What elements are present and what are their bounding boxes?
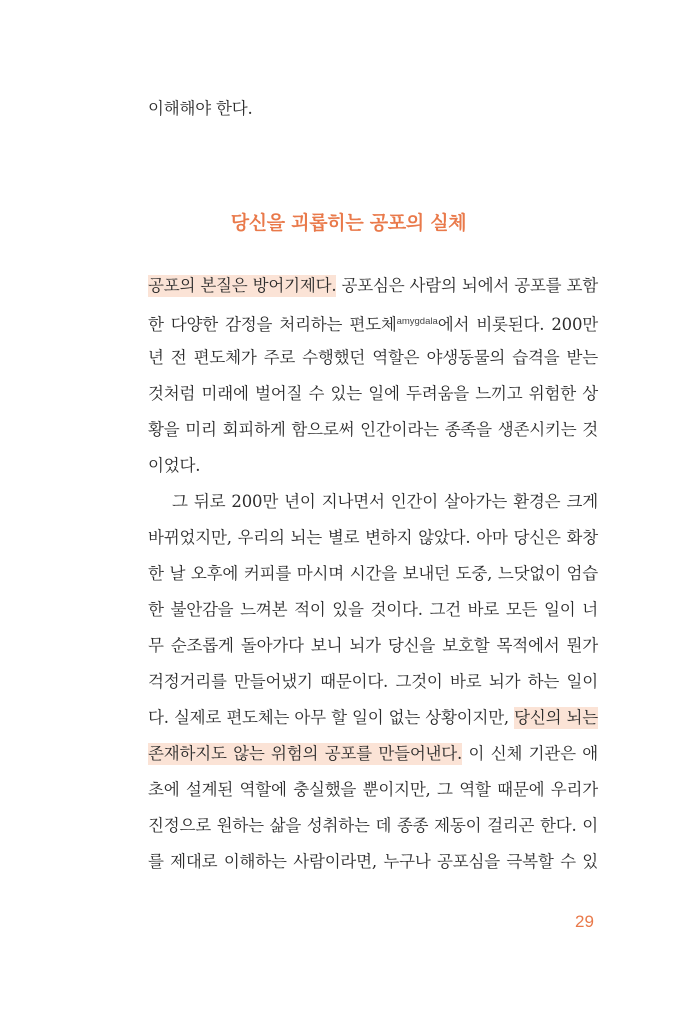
paragraph1-line3: 년 전 편도체가 주로 수행했던 역할은 야생동물의 습격을 받는 <box>148 348 598 367</box>
text-run: 공포심은 사람의 뇌에서 공포를 포함 <box>336 276 599 295</box>
paragraph2-line3: 한 날 오후에 커피를 마시며 시간을 보내던 도중, 느닷없이 엄습 <box>148 564 598 583</box>
highlight-phrase: 당신의 뇌는 <box>514 708 598 727</box>
paragraph2-line2: 바뀌었지만, 우리의 뇌는 별로 변하지 않았다. 아마 당신은 화창 <box>148 528 598 547</box>
paragraph2-line8 <box>148 743 598 765</box>
text-run: 에서 비롯된다. 200만 <box>437 315 599 334</box>
paragraph1-line4: 것처럼 미래에 벌어질 수 있는 일에 두려움을 느끼고 위험한 상 <box>148 384 598 403</box>
amygdala-term: amygdala <box>396 316 438 327</box>
intro-line: 이해해야 한다. <box>148 99 253 118</box>
section-heading: 당신을 괴롭히는 공포의 실체 <box>230 212 467 234</box>
highlight-phrase: 존재하지도 않는 위험의 공포를 만들어낸다. <box>148 744 463 763</box>
paragraph2-line9: 초에 설계된 역할에 충실했을 뿐이지만, 그 역할 때문에 우리가 <box>148 780 598 799</box>
paragraph2-line7 <box>148 707 598 729</box>
highlight-phrase: 공포의 본질은 방어기제다. <box>148 276 337 295</box>
paragraph1-line2 <box>148 311 598 336</box>
paragraph1-line1 <box>148 275 598 297</box>
paragraph2-line1: 그 뒤로 200만 년이 지나면서 인간이 살아가는 환경은 크게 <box>172 492 598 511</box>
page-number: 29 <box>575 912 594 931</box>
paragraph1-line6: 이었다. <box>148 456 201 475</box>
text-run: 한 다양한 감정을 처리하는 편도체 <box>148 315 397 334</box>
text-run: 이 신체 기관은 애 <box>462 744 599 763</box>
text-run: 다. 실제로 편도체는 아무 할 일이 없는 상황이지만, <box>148 708 515 727</box>
paragraph2-line5: 무 순조롭게 돌아가다 보니 뇌가 당신을 보호할 목적에서 뭔가 <box>148 636 598 655</box>
paragraph2-line4: 한 불안감을 느껴본 적이 있을 것이다. 그건 바로 모든 일이 너 <box>148 600 598 619</box>
paragraph2-line10: 진정으로 원하는 삶을 성취하는 데 종종 제동이 걸리곤 한다. 이 <box>148 816 598 835</box>
paragraph1-line5: 황을 미리 회피하게 함으로써 인간이라는 종족을 생존시키는 것 <box>148 420 598 439</box>
paragraph2-line6: 걱정거리를 만들어냈기 때문이다. 그것이 바로 뇌가 하는 일이 <box>148 672 598 691</box>
paragraph2-line11: 를 제대로 이해하는 사람이라면, 누구나 공포심을 극복할 수 있 <box>148 852 598 871</box>
